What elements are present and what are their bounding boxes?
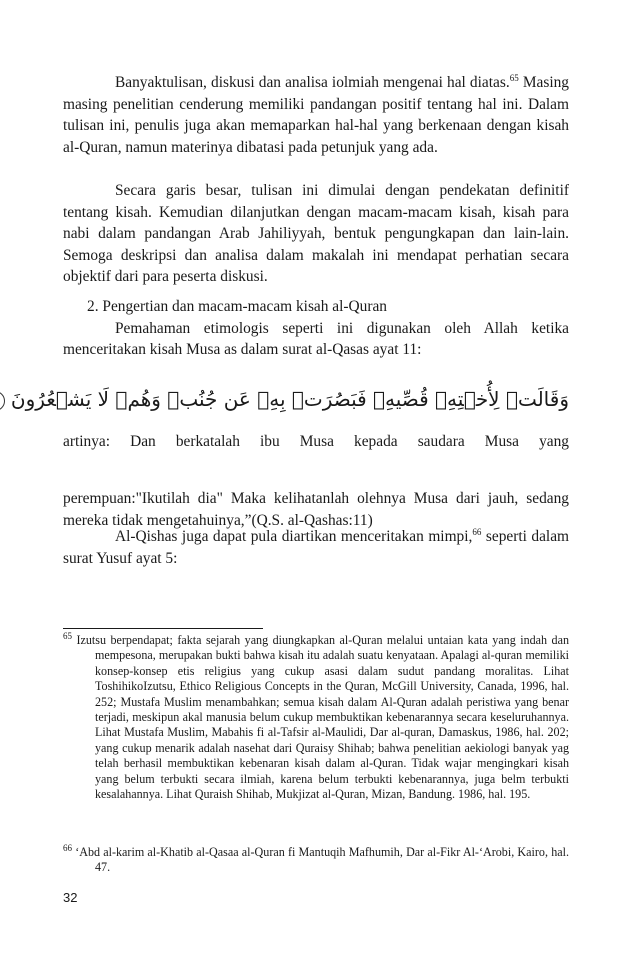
page-number: 32 — [63, 890, 78, 905]
translation-rest: perempuan:"Ikutilah dia" Maka kelihatanlah olehnya Musa dari jauh, sedang mereka tidak mengetahuinya,”(Q.S. al-Qashas:11) — [63, 490, 569, 529]
paragraph-1-continued: Masing masing penelitian cenderung memiliki pandangan positif tentang hal ini. Dalam tulisan ini, penulis juga akan memaparkan hal-hal yang berkenaan dengan kisah al-Quran, namun materinya dibatasi pada petunjuk yang ada. — [63, 74, 569, 156]
footnote-separator — [63, 628, 263, 629]
arabic-verse — [10, 387, 569, 411]
arabic-verse-text: وَقَالَتۡ لِأُخۡتِهِۦ قُصِّيهِۖ فَبَصُرَتۡ بِهِۦ عَن جُنُبٖ وَهُمۡ لَا يَشۡعُرُونَ — [10, 387, 569, 411]
translation-line-1: artinya: Dan berkatalah ibu Musa kepada saudara Musa yang — [63, 433, 569, 450]
section-2 — [63, 296, 569, 361]
footnote-65 — [63, 630, 569, 802]
translation-first-line — [63, 431, 569, 453]
footnote-65-text: Izutsu berpendapat; fakta sejarah yang diungkapkan al-Quran melalui untaian kata yang indah dan mempesona, merupakan bukti bahwa kisah itu adalah suatu kenyataan. Apalagi al-quran memiliki konsep-konsep etis religius yang cukup asasi dalam sudut pandang moralitas. Lihat ToshihikoIzutsu, Ethico Religious Concepts in the Quran, McGill University, Canada, 1996, hal. 252; Mustafa Muslim menambahkan; semua kisah dalam Al-Quran adalah peristiwa yang benar terjadi, meskipun akal manusia belum cukup membuktikan kebenarannya secara keseluruhannya. Lihat Mustafa Muslim, Mabahis fi al-Tafsir al-Maulidi, Dar al-quran, Damaskus, 1986, hal. 202; yang cukup menarik adalah nasehat dari Quraisy Shihab; bahwa penelitian aekiologi banyak yag telah berhasil membuktikan kebenaran kisah dalam al-Quran. Tidak wajar mengingkari kisah yang belum terbukti secara ilmiah, karena belum terbukti kebenarannya, juga belm terbukti kesalahannya. Lihat Quraish Shihab, Mukjizat al-Quran, Mizan, Bandung. 1986, hal. 195. — [76, 633, 569, 802]
paragraph-1-text: Banyaktulisan, diskusi dan analisa iolmiah mengenai hal diatas. — [115, 74, 510, 91]
verse-number-marker — [0, 391, 5, 411]
footnote-ref-65[interactable]: 65 — [509, 72, 519, 83]
section-intro: Pemahaman etimologis seperti ini digunakan oleh Allah ketika menceritakan kisah Musa as dalam surat al-Qasas ayat 11: — [63, 319, 569, 359]
section-heading: 2. Pengertian dan macam-macam kisah al-Quran — [87, 298, 387, 315]
paragraph-4-text: Al-Qishas juga dapat pula diartikan menceritakan mimpi, — [115, 528, 473, 545]
paragraph-2 — [63, 180, 569, 288]
footnote-66 — [63, 842, 569, 876]
footnote-ref-66[interactable]: 66 — [472, 526, 482, 537]
footnote-66-text: ‘Abd al-karim al-Khatib al-Qasaa al-Quran fi Mantuqih Mafhumih, Dar al-Fikr Al-‘Arobi, Kairo, hal. 47. — [75, 845, 569, 875]
paragraph-1 — [63, 72, 569, 158]
footnote-number-65: 65 — [63, 630, 72, 641]
paragraph-4-continued: seperti dalam surat Yusuf ayat 5: — [63, 528, 570, 567]
translation-continued — [63, 488, 569, 531]
paragraph-2-text: Secara garis besar, tulisan ini dimulai dengan pendekatan definitif tentang kisah. Kemudian dilanjutkan dengan macam-macam kisah, kisah para nabi dalam pandangan Arab Jahiliyyah, bentuk pengungkapan dan lain-lain. Semoga deskripsi dan analisa dalam makalah ini mendapat perhatian secara objektif dari para peserta diskusi. — [63, 182, 569, 286]
paragraph-4 — [63, 526, 569, 569]
footnote-number-66: 66 — [63, 842, 72, 853]
